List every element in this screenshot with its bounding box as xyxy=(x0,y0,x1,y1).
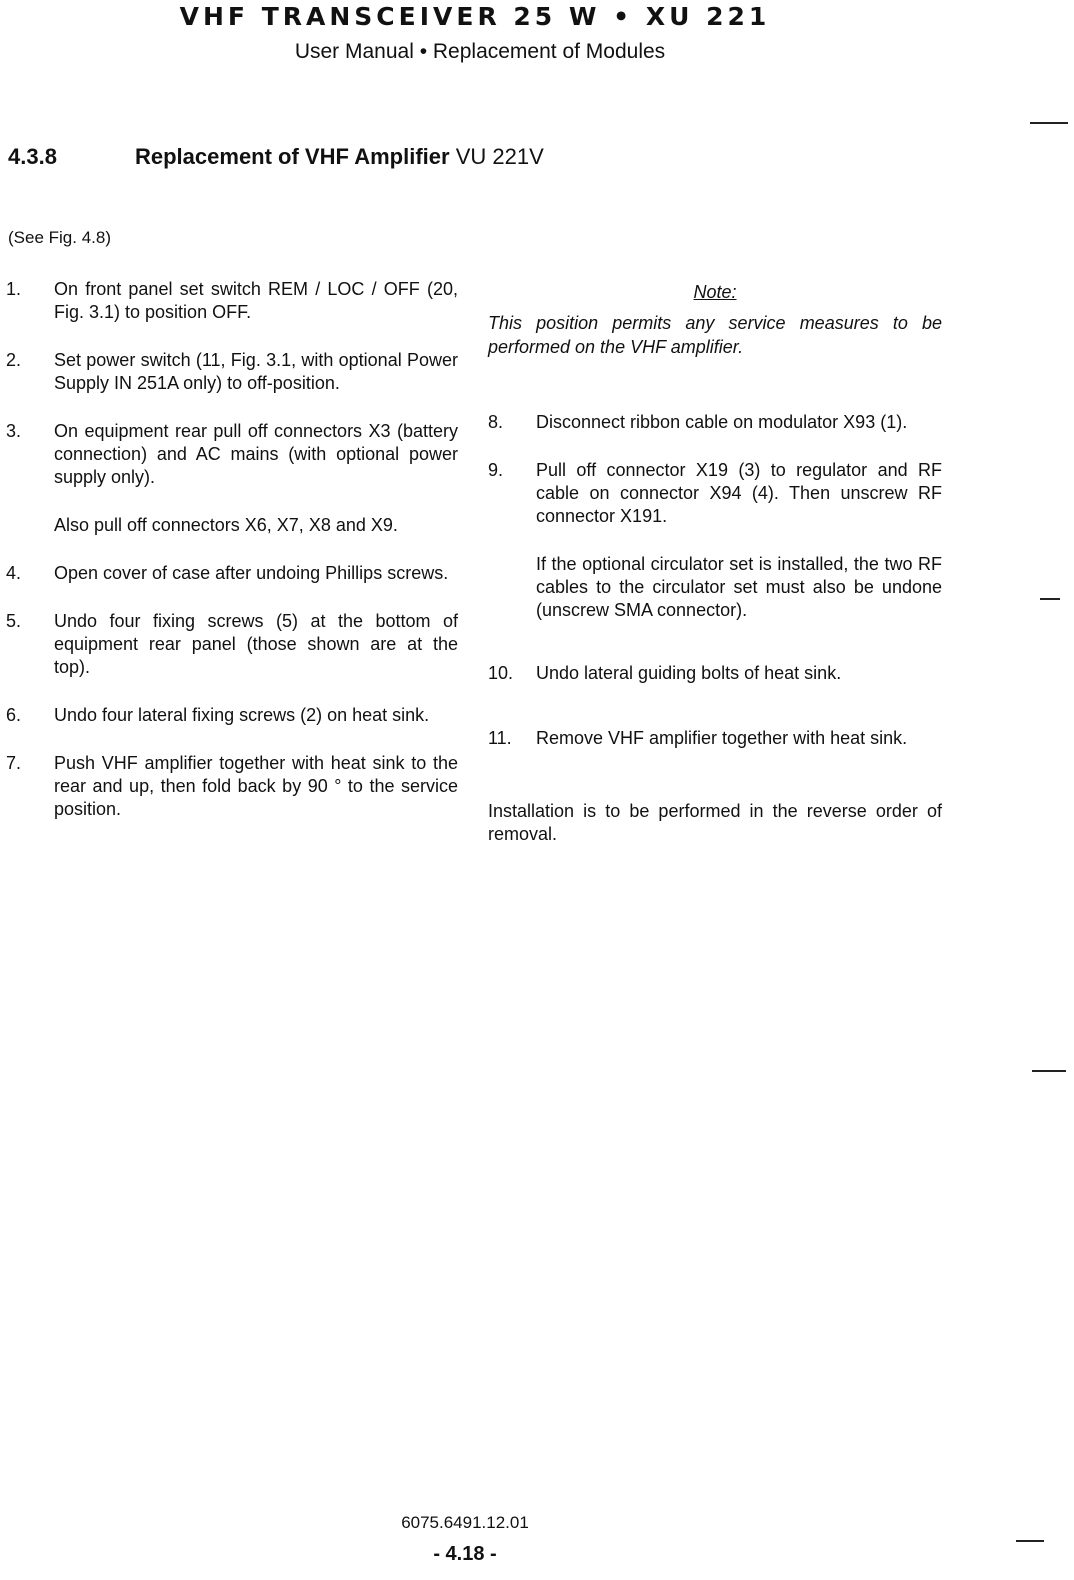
step-10 xyxy=(488,662,942,685)
step-text: Remove VHF amplifier together with heat sink. xyxy=(536,728,908,748)
step-text: Push VHF amplifier together with heat sink to the rear and up, then fold back by 90 ° to the service position. xyxy=(54,753,458,819)
step-8 xyxy=(488,411,942,434)
step-number: 4. xyxy=(6,563,22,583)
step-extra-text: If the optional circulator set is installed, the two RF cables to the circulator set must also be undone (unscrew SMA connector). xyxy=(536,554,942,620)
step-number: 7. xyxy=(6,753,22,773)
section-title-text: Replacement of VHF Amplifier xyxy=(135,144,450,169)
margin-mark xyxy=(1032,1070,1066,1072)
module-code: VU 221V xyxy=(455,144,544,169)
document-title: VHF TRANSCEIVER 25 W • XU 221 xyxy=(179,2,771,31)
step-number: 5. xyxy=(6,611,22,631)
document-subtitle: User Manual • Replacement of Modules xyxy=(294,40,666,63)
step-text: Set power switch (11, Fig. 3.1, with optional Power Supply IN 251A only) to off-position. xyxy=(54,350,458,393)
step-text: Undo four fixing screws (5) at the bottom of equipment rear panel (those shown are at the top). xyxy=(54,611,458,677)
step-text: Disconnect ribbon cable on modulator X93 (1). xyxy=(536,412,908,432)
step-text: On front panel set switch REM / LOC / OFF (20, Fig. 3.1) to position OFF. xyxy=(54,279,458,322)
document-number: 6075.6491.12.01 xyxy=(401,1513,529,1532)
step-number: 2. xyxy=(6,350,22,370)
step-number: 11. xyxy=(488,728,512,748)
step-number: 9. xyxy=(488,460,504,480)
closing-text: Installation is to be performed in the reverse order of removal. xyxy=(488,801,942,844)
left-column xyxy=(6,278,458,821)
page-number: - 4.18 - xyxy=(433,1543,497,1565)
step-text: Open cover of case after undoing Phillips screws. xyxy=(54,563,449,583)
step-6 xyxy=(6,704,458,727)
section-number: 4.3.8 xyxy=(8,144,57,169)
step-11 xyxy=(488,727,942,750)
margin-mark xyxy=(1030,122,1068,124)
note-text: This position permits any service measures to be performed on the VHF amplifier. xyxy=(488,313,942,357)
step-number: 10. xyxy=(488,663,514,683)
step-text: Pull off connector X19 (3) to regulator and RF cable on connector X94 (4). Then unscrew RF connector X191. xyxy=(536,460,942,526)
step-number: 1. xyxy=(6,279,22,299)
step-text: On equipment rear pull off connectors X3 (battery connection) and AC mains (with optional power supply only). xyxy=(54,421,458,487)
note-box xyxy=(488,282,942,359)
step-number: 3. xyxy=(6,421,22,441)
step-number: 8. xyxy=(488,412,504,432)
step-7 xyxy=(6,752,458,821)
step-2 xyxy=(6,349,458,395)
step-text: Undo lateral guiding bolts of heat sink. xyxy=(536,663,842,683)
step-extra-text: Also pull off connectors X6, X7, X8 and X9. xyxy=(54,515,398,535)
step-1 xyxy=(6,278,458,324)
note-heading: Note: xyxy=(693,282,737,302)
margin-mark xyxy=(1040,598,1060,600)
section-title xyxy=(135,144,544,170)
right-column xyxy=(488,282,942,846)
figure-reference: (See Fig. 4.8) xyxy=(8,228,111,247)
step-number: 6. xyxy=(6,705,22,725)
step-4 xyxy=(6,562,458,585)
step-3 xyxy=(6,420,458,537)
margin-mark xyxy=(1016,1540,1044,1542)
step-5 xyxy=(6,610,458,679)
step-9 xyxy=(488,459,942,622)
step-text: Undo four lateral fixing screws (2) on heat sink. xyxy=(54,705,430,725)
